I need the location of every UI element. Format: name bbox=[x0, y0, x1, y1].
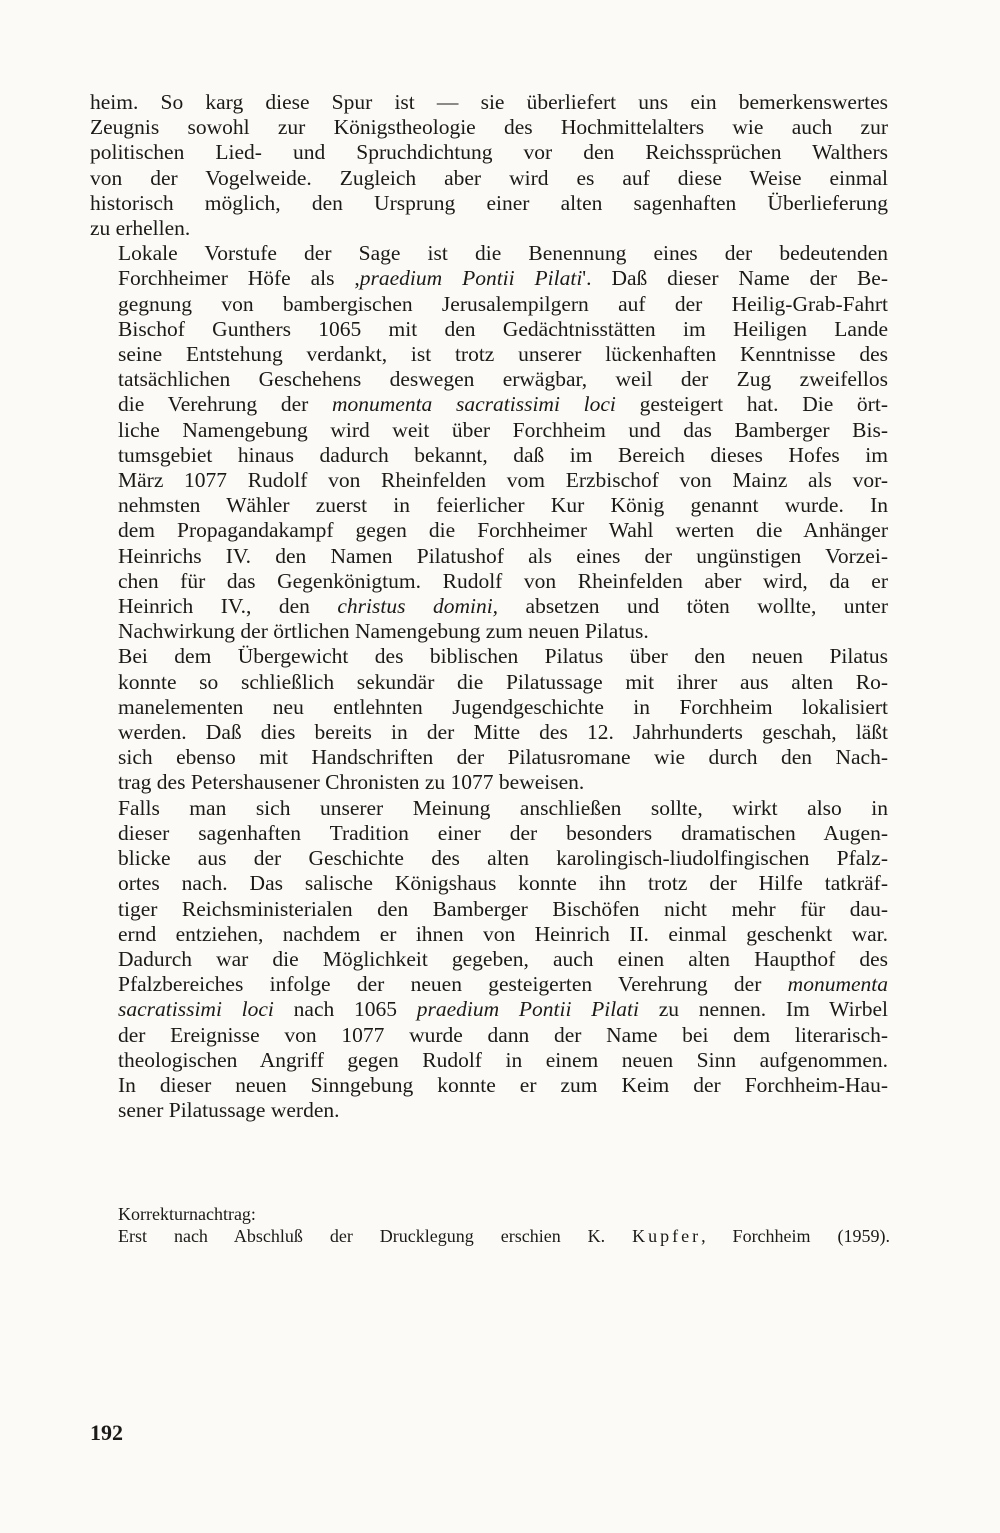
text-line bbox=[90, 266, 888, 291]
text-line: Nachwirkung der örtlichen Namengebung zum neuen Pilatus. bbox=[118, 619, 649, 644]
text-line: Heinrichs IV. den Namen Pilatushof als eines der ungünstigen Vorzei- bbox=[118, 543, 888, 568]
text-line: gegnung von bambergischen Jerusalempilgern auf der Heilig-Grab-Fahrt bbox=[118, 291, 888, 316]
text-line: Zeugnis sowohl zur Königstheologie des Hochmittelalters wie auch zur bbox=[90, 115, 888, 140]
main-text bbox=[90, 90, 888, 1123]
text-run: gesteigert hat. Die ört- bbox=[615, 392, 888, 417]
latin-phrase: praedium Pontii Pilati bbox=[416, 997, 639, 1022]
paragraph-4 bbox=[90, 796, 888, 1124]
latin-phrase: monumenta bbox=[787, 972, 888, 997]
text-line: sener Pilatussage werden. bbox=[118, 1098, 340, 1123]
text-line: Dadurch war die Möglichkeit gegeben, auch einen alten Haupthof des bbox=[118, 946, 888, 971]
text-line: tumsgebiet hinaus dadurch bekannt, daß im Bereich dieses Hofes im bbox=[118, 442, 888, 467]
latin-phrase: christus domini, bbox=[337, 594, 499, 619]
latin-phrase: sacratissimi loci bbox=[118, 997, 274, 1022]
text-line: tiger Reichsministerialen den Bamberger Bischöfen nicht mehr für dau- bbox=[118, 896, 888, 921]
author-name: Kupfer bbox=[632, 1226, 702, 1246]
text-line: Bischof Gunthers 1065 mit den Gedächtnisstätten im Heiligen Lande bbox=[118, 316, 888, 341]
note-heading: Korrekturnachtrag: bbox=[118, 1204, 256, 1224]
text-run: Forchheimer Höfe als , bbox=[118, 266, 360, 291]
text-line: seine Entstehung verdankt, ist trotz unserer lückenhaften Kenntnisse des bbox=[118, 342, 888, 367]
text-line: ortes nach. Das salische Königshaus konnte ihn trotz der Hilfe tatkräf- bbox=[118, 871, 888, 896]
text-run: nach 1065 bbox=[273, 997, 417, 1022]
paragraph-1 bbox=[90, 90, 888, 241]
text-line: blicke aus der Geschichte des alten karolingisch-liudolfingischen Pfalz- bbox=[118, 846, 888, 871]
text-line: manelementen neu entlehnten Jugendgeschichte in Forchheim lokalisiert bbox=[118, 694, 888, 719]
text-run: zu nennen. Im Wirbel bbox=[638, 997, 888, 1022]
text-line: liche Namengebung wird weit über Forchheim und das Bamberger Bis- bbox=[118, 417, 888, 442]
text-line: der Ereignisse von 1077 wurde dann der Name bei dem literarisch- bbox=[118, 1022, 888, 1047]
text-line bbox=[90, 972, 888, 997]
text-line: dieser sagenhaften Tradition einer der besonders dramatischen Augen- bbox=[118, 820, 888, 845]
text-line: sich ebenso mit Handschriften der Pilatusromane wie durch den Nach- bbox=[118, 745, 888, 770]
text-line: heim. So karg diese Spur ist — sie überliefert uns ein bemerkenswertes bbox=[90, 90, 888, 114]
text-line: werden. Daß dies bereits in der Mitte des 12. Jahrhunderts geschah, läßt bbox=[118, 720, 888, 745]
latin-phrase: praedium Pontii Pilati bbox=[359, 266, 583, 291]
text-run: Pfalzbereiches infolge der neuen gesteigerten Verehrung der bbox=[118, 972, 788, 997]
correction-note bbox=[118, 1203, 890, 1247]
text-run: Erst nach Abschluß der Drucklegung erschien K. bbox=[118, 1226, 633, 1246]
text-line bbox=[90, 392, 888, 417]
text-line: Lokale Vorstufe der Sage ist die Benennung eines der bedeutenden bbox=[118, 241, 888, 266]
text-run: , Forchheim (1959). bbox=[701, 1226, 890, 1246]
text-line: trag des Petershausener Chronisten zu 1077 beweisen. bbox=[118, 770, 585, 795]
text-line: zu erhellen. bbox=[90, 216, 191, 241]
text-line: chen für das Gegenkönigtum. Rudolf von Rheinfelden aber wird, da er bbox=[118, 568, 888, 593]
text-line: von der Vogelweide. Zugleich aber wird es auf diese Weise einmal bbox=[90, 165, 888, 190]
text-line: historisch möglich, den Ursprung einer alten sagenhaften Überlieferung bbox=[90, 190, 888, 215]
note-text bbox=[118, 1225, 890, 1247]
text-line bbox=[90, 594, 888, 619]
paragraph-3 bbox=[90, 644, 888, 795]
text-line: theologischen Angriff gegen Rudolf in einem neuen Sinn aufgenommen. bbox=[118, 1047, 888, 1072]
latin-phrase: monumenta sacratissimi loci bbox=[331, 392, 616, 417]
text-line: ernd entziehen, nachdem er ihnen von Heinrich II. einmal geschenkt war. bbox=[118, 921, 888, 946]
text-run: Heinrich IV., den bbox=[118, 594, 338, 619]
text-line: Bei dem Übergewicht des biblischen Pilatus über den neuen Pilatus bbox=[118, 644, 888, 669]
text-run: die Verehrung der bbox=[118, 392, 332, 417]
text-run: '. Daß dieser Name der Be- bbox=[582, 266, 888, 291]
text-line: konnte so schließlich sekundär die Pilatussage mit ihrer aus alten Ro- bbox=[118, 669, 888, 694]
text-line: politischen Lied- und Spruchdichtung vor den Reichssprüchen Walthers bbox=[90, 140, 888, 165]
page-number: 192 bbox=[90, 1420, 123, 1445]
text-line: tatsächlichen Geschehens deswegen erwägbar, weil der Zug zweifellos bbox=[118, 367, 888, 392]
text-line: März 1077 Rudolf von Rheinfelden vom Erzbischof von Mainz als vor- bbox=[118, 468, 888, 493]
paragraph-2 bbox=[90, 241, 888, 644]
text-run: absetzen und töten wollte, unter bbox=[498, 594, 888, 619]
text-line bbox=[90, 997, 888, 1022]
text-line: dem Propagandakampf gegen die Forchheimer Wahl werten die Anhänger bbox=[118, 518, 888, 543]
text-line: In dieser neuen Sinngebung konnte er zum Keim der Forchheim-Hau- bbox=[118, 1072, 888, 1097]
text-line: nehmsten Wähler zuerst in feierlicher Kur König genannt wurde. In bbox=[118, 493, 888, 518]
text-line: Falls man sich unserer Meinung anschließen sollte, wirkt also in bbox=[118, 795, 888, 820]
